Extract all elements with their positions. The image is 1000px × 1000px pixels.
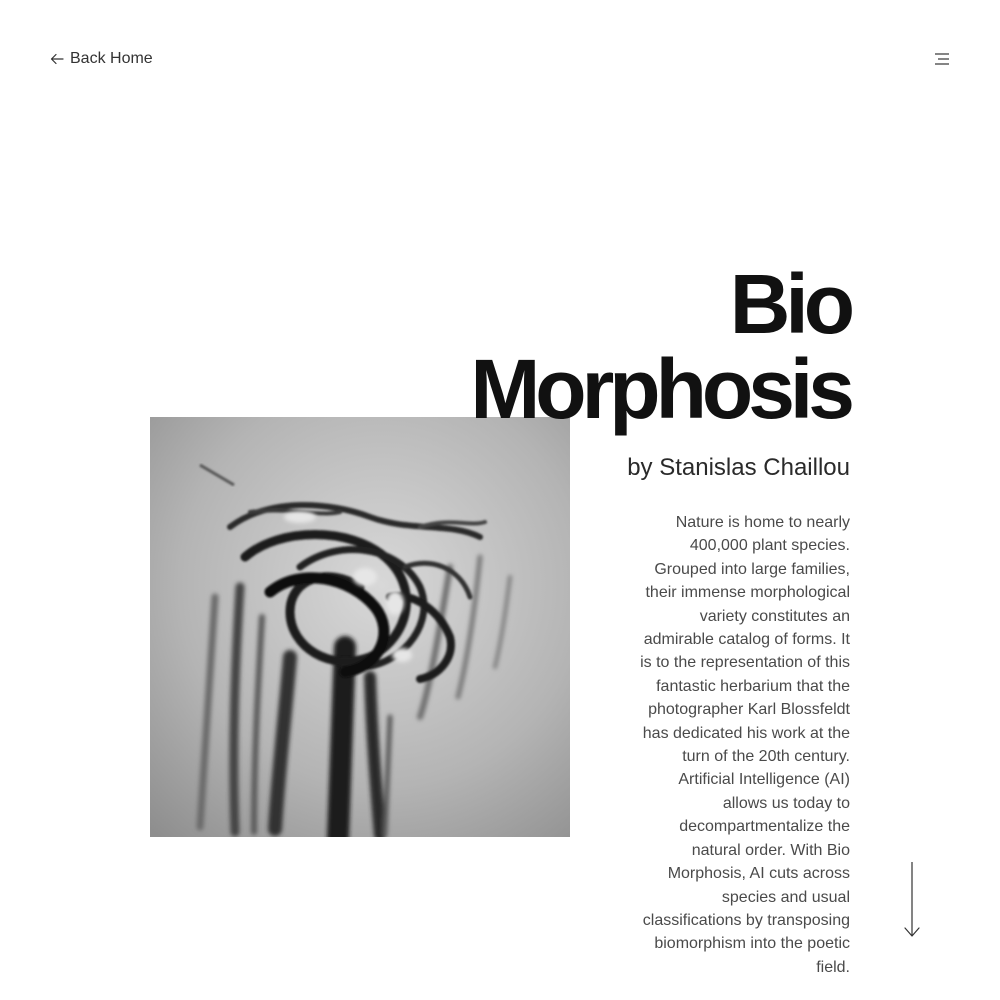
menu-button[interactable]: [930, 48, 954, 70]
project-author: by Stanislas Chaillou: [627, 454, 850, 481]
abstract-ink-artwork: [150, 417, 570, 837]
hamburger-menu-icon: [934, 52, 950, 66]
back-home-link[interactable]: [50, 48, 153, 70]
project-title: [470, 257, 850, 436]
project-title-line1: Bio: [729, 257, 850, 351]
back-home-label: Back Home: [70, 50, 153, 67]
project-title-line2: Morphosis: [470, 342, 850, 436]
scroll-down-button[interactable]: [900, 860, 924, 940]
arrow-left-icon: [50, 53, 64, 65]
project-artwork: [150, 417, 570, 837]
arrow-down-icon: [900, 860, 924, 940]
project-description: Nature is home to nearly 400,000 plant species. Grouped into large families, their immense morphological variety constitutes an admirable catalog of forms. It is to the representation of this fantastic herbarium that the photographer Karl Blossfeldt has dedicated his work at the turn of the 20th century. Artificial Intelligence (AI) allows us today to decompartmentalize the natural order. With Bio Morphosis, AI cuts across species and usual classifications by transposing biomorphism into the poetic field.: [640, 514, 850, 976]
